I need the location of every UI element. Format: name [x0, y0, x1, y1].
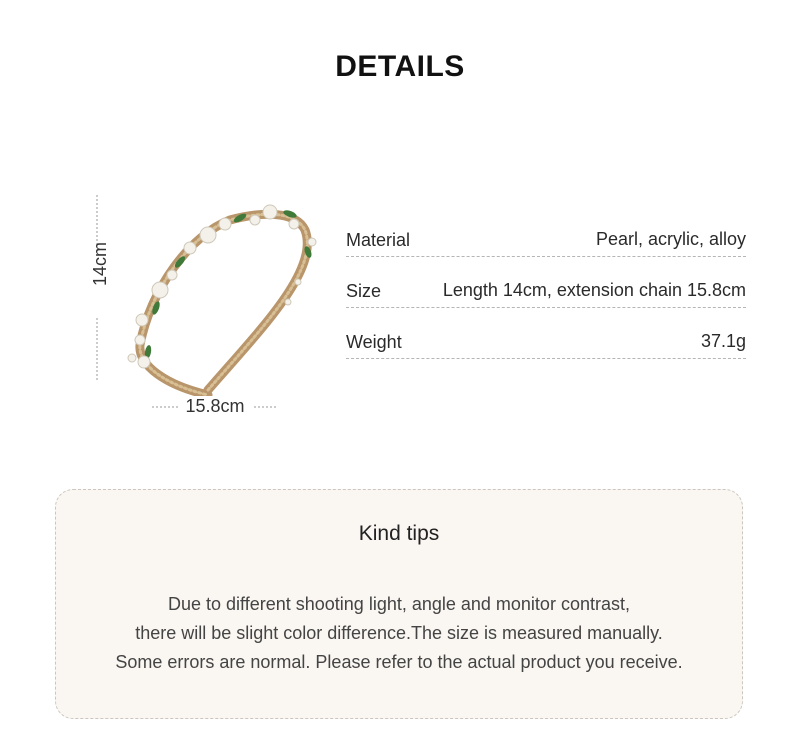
width-dimension-label: 15.8cm [178, 396, 252, 417]
spec-value: 37.1g [700, 331, 746, 351]
spec-row-size [346, 271, 746, 308]
spec-label: Weight [346, 332, 402, 352]
kind-tips-panel [55, 489, 743, 719]
tips-line: there will be slight color difference.The size is measured manually. [135, 623, 663, 643]
spec-label: Material [346, 230, 411, 250]
tips-body [56, 590, 742, 677]
tips-line: Due to different shooting light, angle and monitor contrast, [168, 594, 630, 614]
product-figure [80, 190, 330, 430]
spec-row-material [346, 220, 746, 257]
spec-row-weight [346, 322, 746, 359]
page-title: DETAILS [335, 50, 465, 83]
spec-table [346, 220, 746, 373]
spec-value: Length 14cm, extension chain 15.8cm [442, 280, 746, 300]
tips-title: Kind tips [358, 522, 440, 545]
tips-line: Some errors are normal. Please refer to the actual product you receive. [115, 652, 683, 672]
spec-value: Pearl, acrylic, alloy [595, 229, 746, 249]
height-dimension-label: 14cm [90, 242, 110, 287]
spec-label: Size [346, 281, 382, 301]
headband-image [80, 190, 330, 430]
